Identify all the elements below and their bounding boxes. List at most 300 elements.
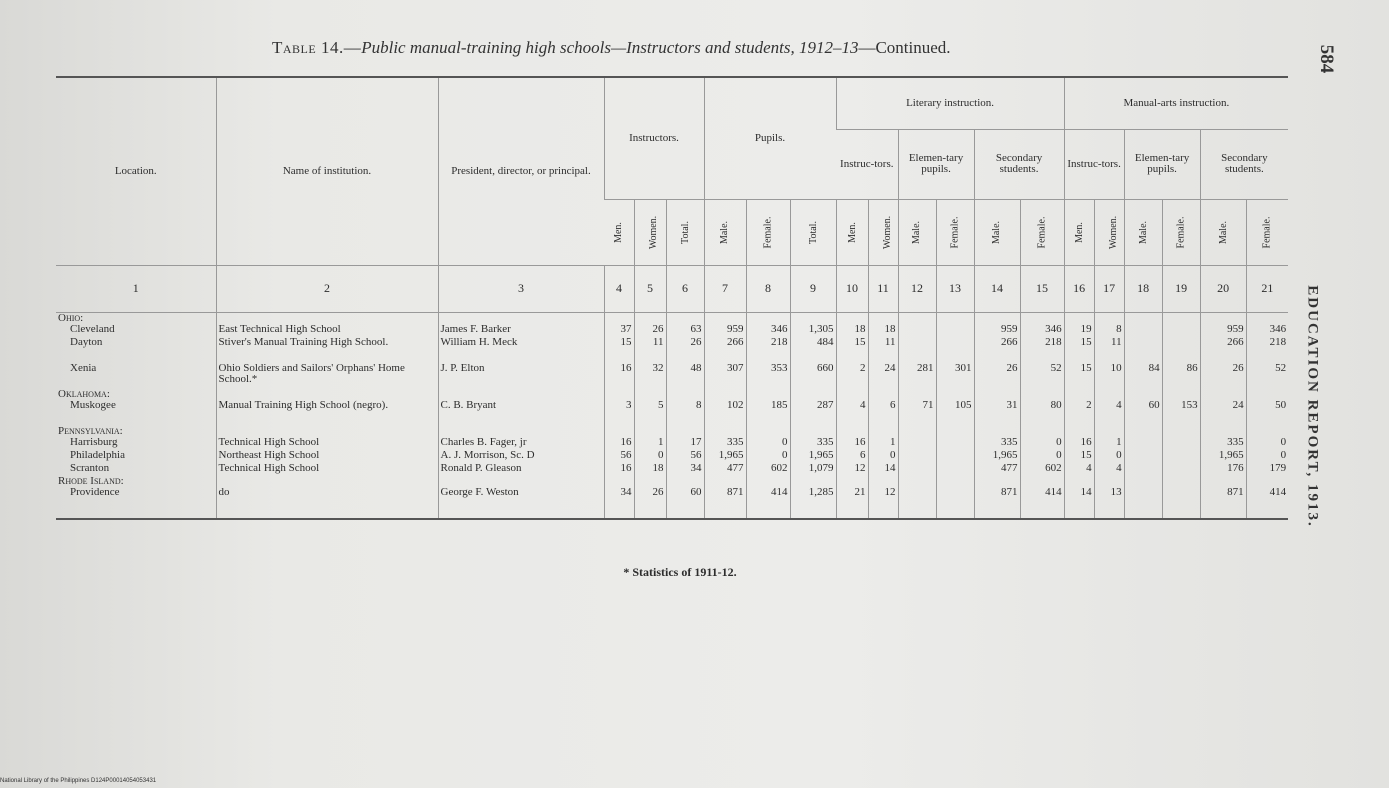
state-row	[56, 476, 1288, 487]
empty-cell	[1162, 312, 1200, 324]
value-cell	[936, 324, 974, 337]
header-literary-elementary: Elemen-tary pupils.	[898, 129, 974, 199]
header-total: Total.	[790, 199, 836, 265]
header-female: Female.	[746, 199, 790, 265]
empty-cell	[974, 476, 1020, 487]
empty-cell	[898, 513, 936, 519]
empty-cell	[898, 426, 936, 437]
value-cell	[898, 437, 936, 450]
value-cell: 10	[1094, 363, 1124, 389]
value-cell: 602	[746, 463, 790, 476]
value-cell: 307	[704, 363, 746, 389]
principal-cell: George F. Weston	[438, 487, 604, 513]
value-cell: 11	[634, 337, 666, 363]
header-male: Male.	[898, 199, 936, 265]
empty-cell	[1162, 389, 1200, 400]
table-row	[56, 363, 1288, 389]
running-head: EDUCATION REPORT, 1913.	[1304, 285, 1321, 528]
header-women: Women.	[1094, 199, 1124, 265]
empty-cell	[1020, 426, 1064, 437]
state-name: Oklahoma:	[58, 388, 110, 400]
institution-cell: Ohio Soldiers and Sailors' Orphans' Home School.*	[216, 363, 438, 389]
empty-cell	[898, 389, 936, 400]
value-cell: 2	[1064, 400, 1094, 426]
empty-cell	[634, 476, 666, 487]
empty-cell	[1020, 389, 1064, 400]
column-number: 19	[1162, 265, 1200, 312]
value-cell: 86	[1162, 363, 1200, 389]
value-cell: 0	[1094, 450, 1124, 463]
value-cell: 1	[1094, 437, 1124, 450]
statistics-table	[56, 76, 1288, 520]
value-cell: 1,305	[790, 324, 836, 337]
value-cell: 6	[868, 400, 898, 426]
header-literary: Literary instruction.	[836, 77, 1064, 129]
value-cell: 153	[1162, 400, 1200, 426]
value-cell: 266	[1200, 337, 1246, 363]
empty-cell	[438, 476, 604, 487]
table-row	[56, 337, 1288, 363]
institution-cell: Stiver's Manual Training High School.	[216, 337, 438, 363]
value-cell	[1162, 437, 1200, 450]
empty-cell	[666, 513, 704, 519]
principal-cell: Charles B. Fager, jr	[438, 437, 604, 450]
empty-cell	[1124, 426, 1162, 437]
value-cell	[1124, 463, 1162, 476]
value-cell: 18	[634, 463, 666, 476]
empty-cell	[836, 312, 868, 324]
empty-cell	[974, 426, 1020, 437]
value-cell: 24	[868, 363, 898, 389]
value-cell: 8	[1094, 324, 1124, 337]
value-cell: 1,079	[790, 463, 836, 476]
value-cell	[1162, 324, 1200, 337]
empty-cell	[1020, 476, 1064, 487]
value-cell: 16	[604, 363, 634, 389]
principal-cell: J. P. Elton	[438, 363, 604, 389]
value-cell: 34	[666, 463, 704, 476]
value-cell: 56	[666, 450, 704, 463]
value-cell: 13	[1094, 487, 1124, 513]
column-number: 3	[438, 265, 604, 312]
location-cell: Scranton	[70, 462, 110, 474]
column-number: 15	[1020, 265, 1064, 312]
spacer-row	[56, 513, 1288, 519]
header-female: Female.	[1246, 199, 1288, 265]
empty-cell	[216, 476, 438, 487]
value-cell: 4	[836, 400, 868, 426]
column-number: 4	[604, 265, 634, 312]
value-cell: 660	[790, 363, 836, 389]
empty-cell	[1200, 476, 1246, 487]
principal-cell: C. B. Bryant	[438, 400, 604, 426]
empty-cell	[1246, 426, 1288, 437]
header-men: Men.	[1064, 199, 1094, 265]
empty-cell	[704, 476, 746, 487]
empty-cell	[1200, 312, 1246, 324]
value-cell: 281	[898, 363, 936, 389]
value-cell: 1,965	[704, 450, 746, 463]
value-cell: 871	[704, 487, 746, 513]
value-cell: 1,965	[974, 450, 1020, 463]
value-cell: 18	[836, 324, 868, 337]
value-cell: 31	[974, 400, 1020, 426]
empty-cell	[836, 426, 868, 437]
value-cell: 3	[604, 400, 634, 426]
value-cell	[936, 437, 974, 450]
column-number: 21	[1246, 265, 1288, 312]
column-number: 13	[936, 265, 974, 312]
value-cell: 218	[1020, 337, 1064, 363]
value-cell: 60	[666, 487, 704, 513]
value-cell: 1,285	[790, 487, 836, 513]
empty-cell	[704, 312, 746, 324]
value-cell: 19	[1064, 324, 1094, 337]
empty-cell	[1064, 312, 1094, 324]
value-cell: 24	[1200, 400, 1246, 426]
empty-cell	[634, 426, 666, 437]
empty-cell	[1094, 389, 1124, 400]
column-number: 14	[974, 265, 1020, 312]
empty-cell	[666, 312, 704, 324]
value-cell	[898, 463, 936, 476]
empty-cell	[704, 389, 746, 400]
empty-cell	[1020, 312, 1064, 324]
empty-cell	[746, 476, 790, 487]
location-cell: Harrisburg	[70, 436, 118, 448]
empty-cell	[438, 426, 604, 437]
empty-cell	[1124, 389, 1162, 400]
empty-cell	[936, 476, 974, 487]
value-cell	[1124, 487, 1162, 513]
empty-cell	[1246, 513, 1288, 519]
value-cell: 4	[1094, 400, 1124, 426]
empty-cell	[1200, 513, 1246, 519]
column-number: 6	[666, 265, 704, 312]
value-cell: 12	[868, 487, 898, 513]
value-cell	[936, 487, 974, 513]
value-cell: 477	[974, 463, 1020, 476]
empty-cell	[1064, 426, 1094, 437]
value-cell: 0	[746, 437, 790, 450]
empty-cell	[868, 389, 898, 400]
value-cell	[1124, 324, 1162, 337]
value-cell: 185	[746, 400, 790, 426]
empty-cell	[1064, 476, 1094, 487]
column-number: 11	[868, 265, 898, 312]
location-cell: Providence	[70, 486, 120, 498]
value-cell: 335	[974, 437, 1020, 450]
value-cell: 105	[936, 400, 974, 426]
empty-cell	[1246, 389, 1288, 400]
empty-cell	[936, 312, 974, 324]
state-row	[56, 389, 1288, 400]
empty-cell	[216, 389, 438, 400]
value-cell: 11	[868, 337, 898, 363]
empty-cell	[634, 513, 666, 519]
column-number-row	[56, 265, 1288, 312]
table-body	[56, 312, 1288, 519]
header-location: Location.	[56, 77, 216, 265]
empty-cell	[868, 426, 898, 437]
value-cell: 484	[790, 337, 836, 363]
value-cell: 0	[746, 450, 790, 463]
location-cell: Cleveland	[70, 323, 115, 335]
empty-cell	[898, 312, 936, 324]
header-row-top	[56, 77, 1288, 129]
value-cell: 218	[746, 337, 790, 363]
empty-cell	[790, 312, 836, 324]
header-female: Female.	[936, 199, 974, 265]
empty-cell	[604, 389, 634, 400]
value-cell: 414	[746, 487, 790, 513]
header-total: Total.	[666, 199, 704, 265]
header-president: President, director, or principal.	[438, 77, 604, 265]
empty-cell	[936, 389, 974, 400]
value-cell	[898, 337, 936, 363]
value-cell: 346	[746, 324, 790, 337]
value-cell: 15	[1064, 363, 1094, 389]
empty-cell	[1124, 476, 1162, 487]
value-cell: 52	[1020, 363, 1064, 389]
empty-cell	[974, 513, 1020, 519]
value-cell: 0	[634, 450, 666, 463]
column-number: 7	[704, 265, 746, 312]
empty-cell	[1246, 312, 1288, 324]
value-cell: 14	[1064, 487, 1094, 513]
value-cell	[898, 324, 936, 337]
value-cell: 37	[604, 324, 634, 337]
value-cell: 26	[666, 337, 704, 363]
empty-cell	[836, 476, 868, 487]
value-cell: 5	[634, 400, 666, 426]
value-cell: 335	[790, 437, 836, 450]
institution-cell: Technical High School	[216, 437, 438, 450]
empty-cell	[1124, 513, 1162, 519]
value-cell	[898, 487, 936, 513]
value-cell: 871	[1200, 487, 1246, 513]
value-cell	[1124, 450, 1162, 463]
empty-cell	[1064, 389, 1094, 400]
value-cell: 15	[1064, 450, 1094, 463]
header-manual: Manual-arts instruction.	[1064, 77, 1288, 129]
value-cell: 2	[836, 363, 868, 389]
value-cell: 16	[1064, 437, 1094, 450]
state-name: Rhode Island:	[58, 475, 124, 487]
header-manual-instructors: Instruc-tors.	[1064, 129, 1124, 199]
column-number: 18	[1124, 265, 1162, 312]
empty-cell	[216, 513, 438, 519]
value-cell	[1124, 337, 1162, 363]
value-cell: 52	[1246, 363, 1288, 389]
state-row	[56, 426, 1288, 437]
value-cell: 56	[604, 450, 634, 463]
value-cell: 4	[1064, 463, 1094, 476]
value-cell: 8	[666, 400, 704, 426]
empty-cell	[1094, 312, 1124, 324]
header-male: Male.	[704, 199, 746, 265]
value-cell: 871	[974, 487, 1020, 513]
value-cell: 346	[1020, 324, 1064, 337]
value-cell: 414	[1020, 487, 1064, 513]
header-manual-secondary: Secondary students.	[1200, 129, 1288, 199]
empty-cell	[1124, 312, 1162, 324]
value-cell: 0	[1246, 450, 1288, 463]
value-cell: 414	[1246, 487, 1288, 513]
value-cell: 4	[1094, 463, 1124, 476]
value-cell: 176	[1200, 463, 1246, 476]
value-cell	[898, 450, 936, 463]
value-cell	[936, 450, 974, 463]
value-cell	[1162, 450, 1200, 463]
footnote: * Statistics of 1911-12.	[623, 565, 737, 579]
header-women: Women.	[634, 199, 666, 265]
header-male: Male.	[1200, 199, 1246, 265]
value-cell: 602	[1020, 463, 1064, 476]
empty-cell	[974, 389, 1020, 400]
institution-cell: Technical High School	[216, 463, 438, 476]
table-row	[56, 437, 1288, 450]
value-cell: 26	[974, 363, 1020, 389]
empty-cell	[666, 476, 704, 487]
table-row	[56, 487, 1288, 513]
empty-cell	[868, 312, 898, 324]
value-cell: 15	[836, 337, 868, 363]
empty-cell	[634, 389, 666, 400]
value-cell: 266	[974, 337, 1020, 363]
value-cell: 32	[634, 363, 666, 389]
empty-cell	[1162, 476, 1200, 487]
value-cell: 15	[1064, 337, 1094, 363]
empty-cell	[604, 312, 634, 324]
table-title-suffix: —Continued.	[858, 38, 951, 57]
table-title-prefix: Table 14.—	[272, 38, 362, 57]
empty-cell	[1094, 513, 1124, 519]
value-cell: 80	[1020, 400, 1064, 426]
empty-cell	[56, 513, 216, 519]
empty-cell	[1162, 426, 1200, 437]
empty-cell	[1094, 476, 1124, 487]
empty-cell	[704, 513, 746, 519]
value-cell: 84	[1124, 363, 1162, 389]
institution-cell: do	[216, 487, 438, 513]
header-male: Male.	[1124, 199, 1162, 265]
value-cell: 353	[746, 363, 790, 389]
empty-cell	[634, 312, 666, 324]
empty-cell	[438, 389, 604, 400]
state-name: Ohio:	[58, 312, 84, 324]
empty-cell	[216, 426, 438, 437]
principal-cell: Ronald P. Gleason	[438, 463, 604, 476]
column-number: 17	[1094, 265, 1124, 312]
empty-cell	[936, 426, 974, 437]
header-women: Women.	[868, 199, 898, 265]
empty-cell	[1200, 426, 1246, 437]
empty-cell	[836, 389, 868, 400]
value-cell: 26	[634, 487, 666, 513]
header-institution: Name of institution.	[216, 77, 438, 265]
empty-cell	[746, 426, 790, 437]
value-cell: 11	[1094, 337, 1124, 363]
value-cell: 12	[836, 463, 868, 476]
value-cell: 26	[1200, 363, 1246, 389]
value-cell	[1162, 337, 1200, 363]
header-female: Female.	[1162, 199, 1200, 265]
value-cell: 335	[704, 437, 746, 450]
empty-cell	[974, 312, 1020, 324]
value-cell: 71	[898, 400, 936, 426]
value-cell	[1124, 437, 1162, 450]
value-cell: 1,965	[1200, 450, 1246, 463]
empty-cell	[438, 312, 604, 324]
value-cell: 16	[604, 437, 634, 450]
location-cell: Philadelphia	[70, 449, 125, 461]
value-cell: 1	[868, 437, 898, 450]
value-cell: 26	[634, 324, 666, 337]
page-number: 584	[1316, 44, 1337, 74]
institution-cell: Manual Training High School (negro).	[216, 400, 438, 426]
value-cell: 16	[604, 463, 634, 476]
header-literary-instructors: Instruc-tors.	[836, 129, 898, 199]
empty-cell	[1162, 513, 1200, 519]
value-cell: 1,965	[790, 450, 836, 463]
value-cell: 17	[666, 437, 704, 450]
location-cell: Muskogee	[70, 399, 116, 411]
empty-cell	[746, 389, 790, 400]
value-cell: 16	[836, 437, 868, 450]
value-cell: 60	[1124, 400, 1162, 426]
value-cell: 1	[634, 437, 666, 450]
value-cell	[1162, 463, 1200, 476]
location-cell: Dayton	[70, 336, 103, 348]
value-cell	[1162, 487, 1200, 513]
value-cell	[936, 463, 974, 476]
empty-cell	[790, 513, 836, 519]
value-cell: 21	[836, 487, 868, 513]
value-cell: 301	[936, 363, 974, 389]
empty-cell	[604, 513, 634, 519]
library-credit: National Library of the Philippines D124P00014054053431	[0, 778, 157, 784]
header-men: Men.	[613, 221, 625, 243]
value-cell: 266	[704, 337, 746, 363]
value-cell: 959	[704, 324, 746, 337]
empty-cell	[898, 476, 936, 487]
header-instructors: Instructors.	[604, 77, 704, 199]
column-number: 5	[634, 265, 666, 312]
value-cell: 48	[666, 363, 704, 389]
value-cell: 477	[704, 463, 746, 476]
empty-cell	[746, 312, 790, 324]
empty-cell	[836, 513, 868, 519]
header-manual-elementary: Elemen-tary pupils.	[1124, 129, 1200, 199]
table-row	[56, 324, 1288, 337]
value-cell: 959	[974, 324, 1020, 337]
empty-cell	[704, 426, 746, 437]
value-cell: 63	[666, 324, 704, 337]
value-cell: 0	[1246, 437, 1288, 450]
value-cell: 287	[790, 400, 836, 426]
empty-cell	[604, 426, 634, 437]
empty-cell	[868, 513, 898, 519]
empty-cell	[666, 389, 704, 400]
value-cell: 18	[868, 324, 898, 337]
column-number: 9	[790, 265, 836, 312]
value-cell: 0	[868, 450, 898, 463]
empty-cell	[216, 312, 438, 324]
column-number: 20	[1200, 265, 1246, 312]
empty-cell	[1094, 426, 1124, 437]
table-title-main: Public manual-training high schools—Instructors and students, 1912–13	[361, 38, 859, 57]
